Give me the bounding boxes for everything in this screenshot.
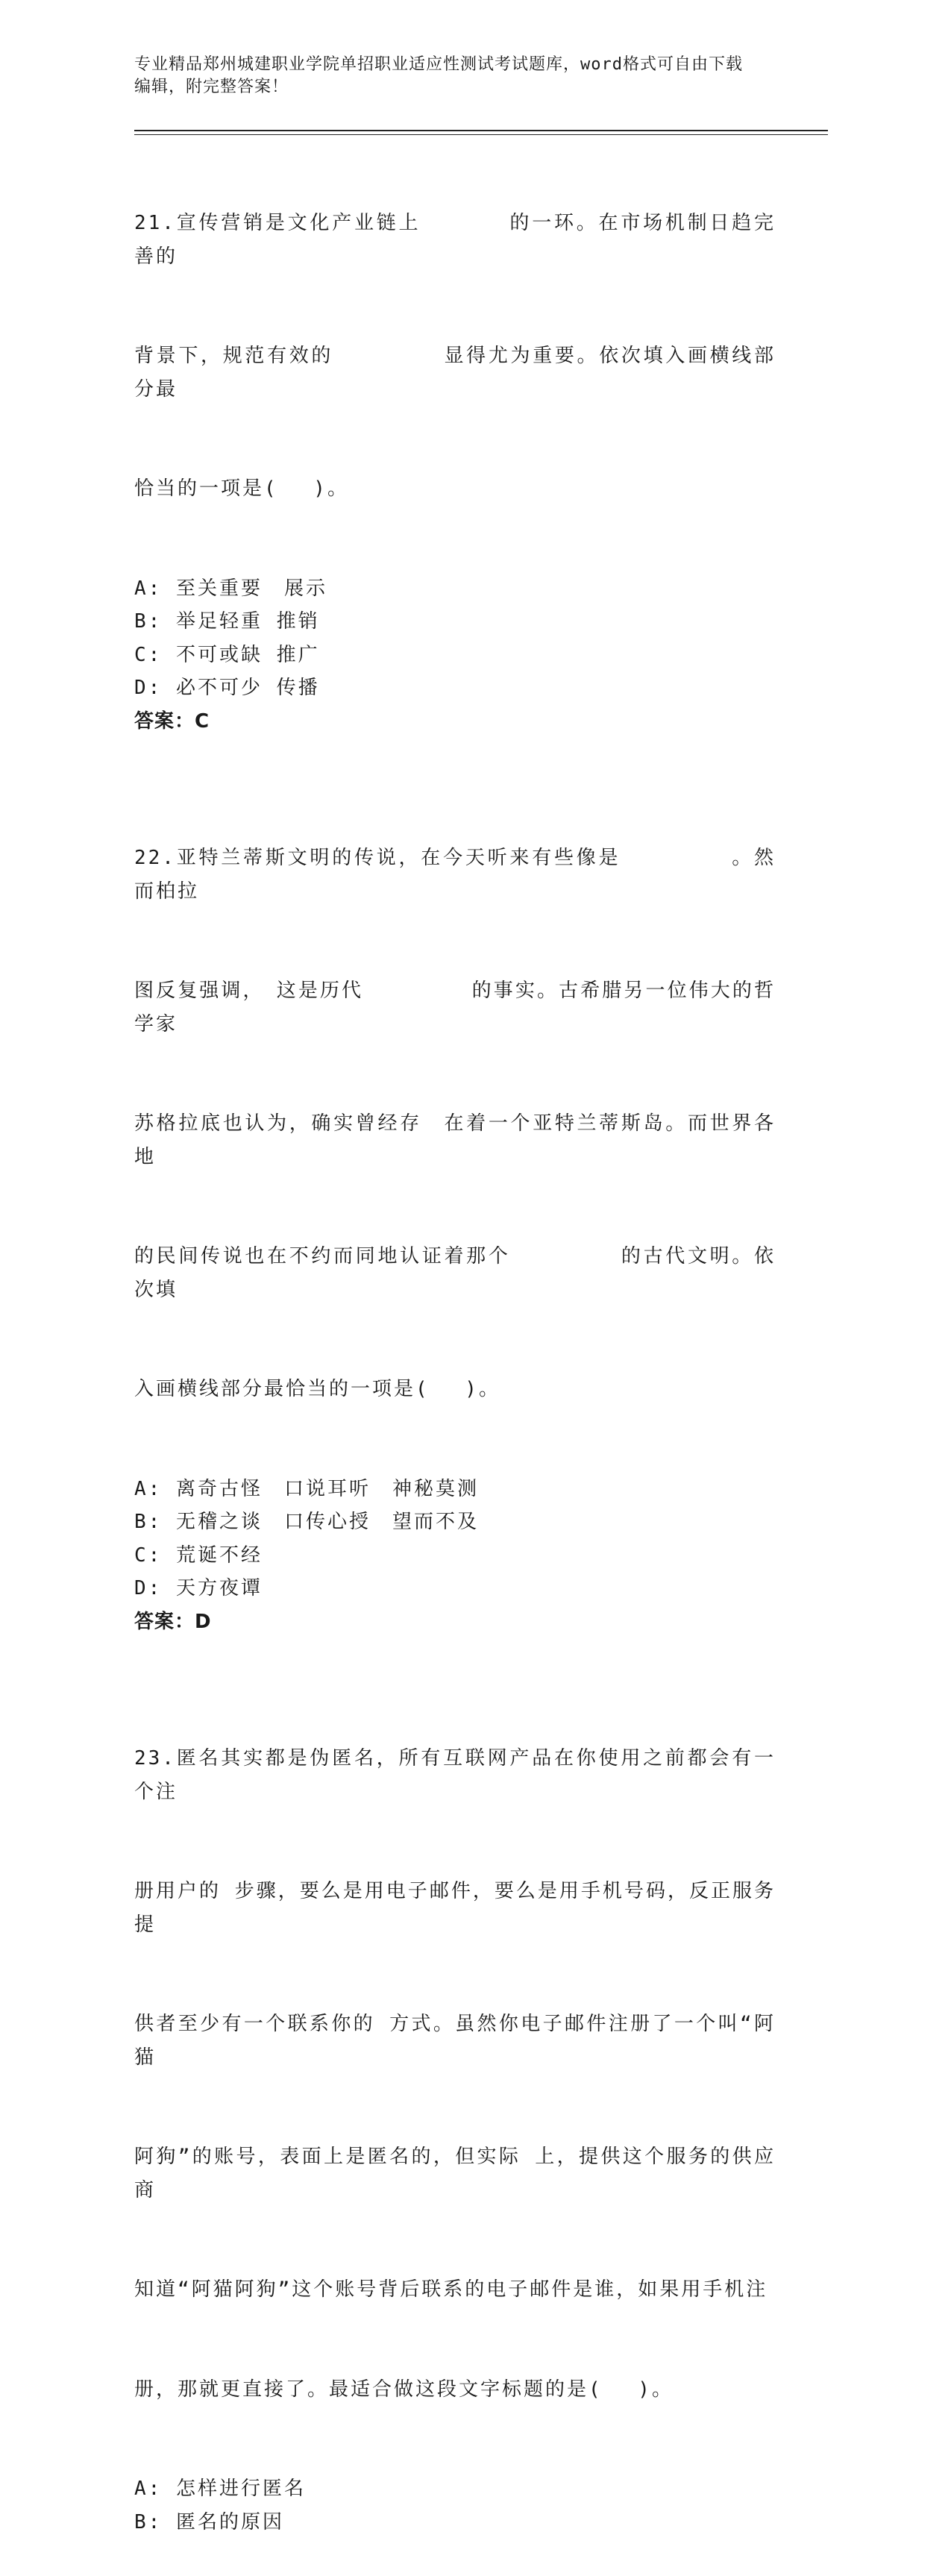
option-text: 举足轻重 推销 xyxy=(176,610,320,633)
answer-label: 答案：D xyxy=(134,1610,212,1633)
stem-line: 阿狗”的账号，表面上是匿名的，但实际 上，提供这个服务的供应商 xyxy=(134,2146,776,2201)
option-d xyxy=(134,671,776,705)
answer-label: 答案：C xyxy=(134,709,210,733)
option-text: 怎样进行匿名 xyxy=(176,2478,307,2500)
option-text: 天方夜谭 xyxy=(176,1577,263,1599)
stem-line: 图反复强调， 这是历代 的事实。古希腊另一位伟大的哲学家 xyxy=(134,980,776,1035)
option-a xyxy=(134,2472,776,2506)
option-key: B: xyxy=(134,2510,163,2533)
header-line-1: 专业精品郑州城建职业学院单招职业适应性测试考试题库，word格式可自由下载 xyxy=(134,55,743,74)
option-key: B: xyxy=(134,1511,163,1533)
stem-line: 21.宣传营销是文化产业链上 的一环。在市场机制日趋完善的 xyxy=(134,212,776,268)
option-key: C: xyxy=(134,643,163,666)
option-text: 匿名的原因 xyxy=(176,2510,285,2533)
stem-line: 册，那就更直接了。最适合做这段文字标题的是( )。 xyxy=(134,2378,674,2401)
option-a xyxy=(134,1473,776,1506)
page-header xyxy=(134,54,783,98)
option-key: D: xyxy=(134,1577,163,1599)
stem-line: 入画横线部分最恰当的一项是( )。 xyxy=(134,1378,500,1400)
option-key: A: xyxy=(134,2478,163,2500)
option-text: 不可或缺 推广 xyxy=(176,643,320,666)
option-text: 无稽之谈 口传心授 望而不及 xyxy=(176,1511,480,1533)
header-line-2: 编辑，附完整答案！ xyxy=(134,78,289,96)
option-text: 至关重要 展示 xyxy=(176,577,328,600)
stem-line: 背景下，规范有效的 显得尤为重要。依次填入画横线部分最 xyxy=(134,345,776,401)
option-text: 离奇古怪 口说耳听 神秘莫测 xyxy=(176,1477,480,1500)
question-list xyxy=(134,140,776,2576)
header-divider-thin xyxy=(134,134,828,135)
question-23 xyxy=(134,1676,776,2539)
option-b xyxy=(134,605,776,639)
question-stem xyxy=(134,775,776,1473)
question-stem xyxy=(134,140,776,572)
stem-line: 知道“阿猫阿狗”这个账号背后联系的电子邮件是谁，如果用手机注 xyxy=(134,2278,768,2301)
option-key: B: xyxy=(134,610,163,633)
option-key: C: xyxy=(134,1544,163,1567)
stem-line: 供者至少有一个联系你的 方式。虽然你电子邮件注册了一个叫“阿猫 xyxy=(134,2013,776,2069)
option-text: 荒诞不经 xyxy=(176,1544,263,1567)
option-b xyxy=(134,1505,776,1539)
option-key: A: xyxy=(134,577,163,600)
option-d xyxy=(134,1572,776,1605)
stem-line: 恰当的一项是( )。 xyxy=(134,477,349,500)
option-b xyxy=(134,2506,776,2539)
question-21 xyxy=(134,140,776,738)
stem-line: 的民间传说也在不约而同地认证着那个 的古代文明。依次填 xyxy=(134,1245,776,1301)
stem-line: 册用户的 步骤，要么是用电子邮件，要么是用手机号码，反正服务提 xyxy=(134,1880,776,1936)
option-c xyxy=(134,639,776,672)
option-text: 必不可少 传播 xyxy=(176,677,320,699)
option-c xyxy=(134,1539,776,1573)
stem-line: 22.亚特兰蒂斯文明的传说，在今天听来有些像是 。然而柏拉 xyxy=(134,847,776,903)
question-22 xyxy=(134,775,776,1638)
question-stem xyxy=(134,1676,776,2472)
header-divider-thick xyxy=(134,130,828,131)
option-key: A: xyxy=(134,1477,163,1500)
option-key: D: xyxy=(134,677,163,699)
option-a xyxy=(134,572,776,606)
stem-line: 23.匿名其实都是伪匿名，所有互联网产品在你使用之前都会有一个注 xyxy=(134,1747,776,1803)
stem-line: 苏格拉底也认为，确实曾经存 在着一个亚特兰蒂斯岛。而世界各地 xyxy=(134,1112,776,1168)
